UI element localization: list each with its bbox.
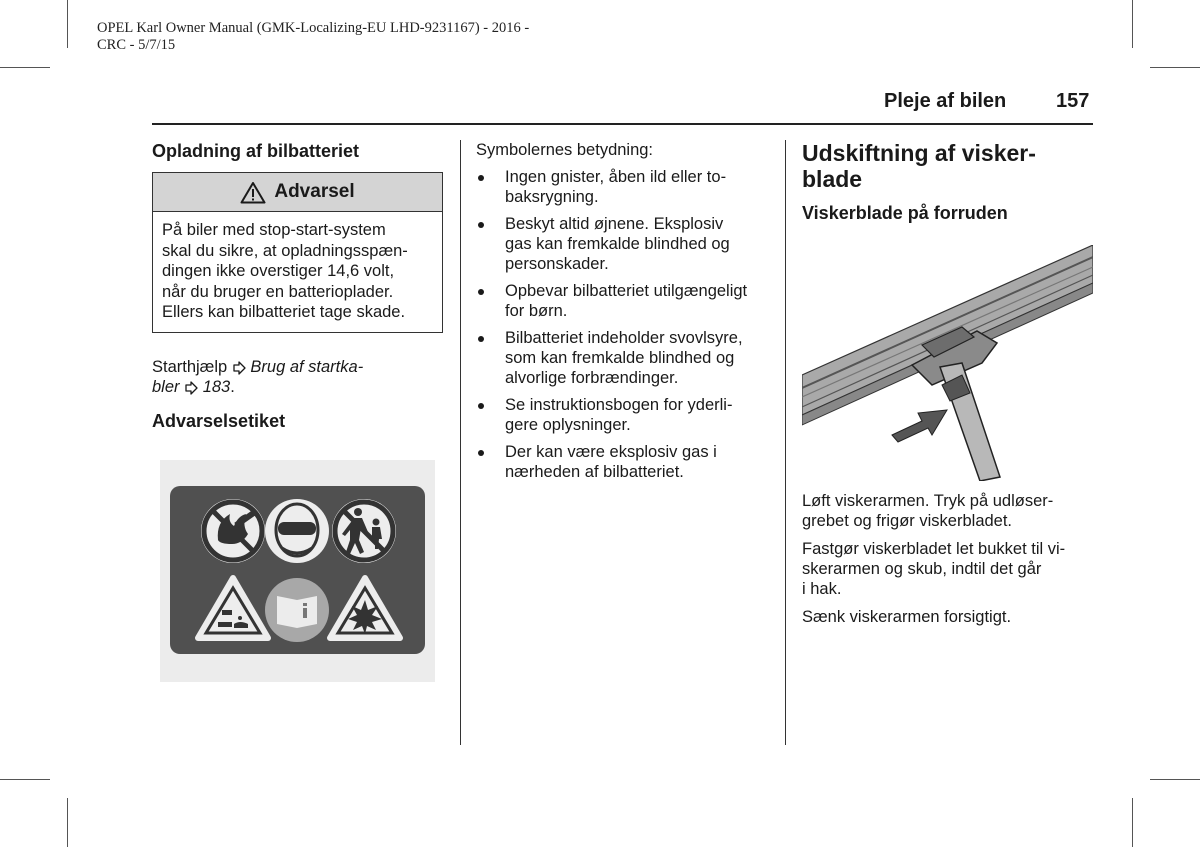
list-line: Der kan være eksplosiv gas i <box>505 443 717 461</box>
starthelp-reference <box>152 357 444 397</box>
keep-away-children-icon <box>332 499 396 563</box>
list-line: for børn. <box>505 302 568 320</box>
title-line: blade <box>802 166 863 192</box>
starthelp-line <box>152 357 444 377</box>
warning-line: På biler med stop-start-system <box>162 221 386 239</box>
bullet <box>478 403 484 409</box>
warning-box <box>152 172 443 333</box>
starthelp-label: Starthjælp <box>152 358 228 376</box>
no-flame-icon <box>201 499 265 563</box>
list-item <box>476 328 772 388</box>
list-item <box>476 442 772 482</box>
column-divider <box>785 140 786 745</box>
period: . <box>230 378 235 396</box>
instruction-paragraph: Sænk viskerarmen forsigtigt. <box>802 608 1012 626</box>
crop-mark <box>0 67 50 68</box>
warning-header <box>153 173 442 212</box>
instruction-paragraph <box>802 539 1094 599</box>
battery-warning-label-graphic <box>160 460 435 682</box>
metadata-line: CRC - 5/7/15 <box>97 37 176 53</box>
starthelp-line <box>152 377 444 397</box>
wiper-instructions <box>802 491 1094 627</box>
battery-charging-heading: Opladning af bilbatteriet <box>152 141 360 161</box>
crop-mark <box>1150 67 1200 68</box>
crop-mark <box>67 0 68 48</box>
list-line: Se instruktionsbogen for yderli- <box>505 396 733 414</box>
header-rule <box>152 123 1093 125</box>
read-manual-icon <box>265 578 329 642</box>
column-left <box>152 140 444 162</box>
reference-arrow-icon <box>184 381 198 395</box>
list-line: alvorlige forbrændinger. <box>505 369 679 387</box>
metadata-line: OPEL Karl Owner Manual (GMK-Localizing-EU LHD-9231167) - 2016 - <box>97 20 530 36</box>
title-line: Udskiftning af visker- <box>802 140 1036 166</box>
starthelp-link-text[interactable]: bler <box>152 378 180 396</box>
column-right <box>802 140 1094 224</box>
list-line: nærheden af bilbatteriet. <box>505 463 684 481</box>
text-line: Fastgør viskerbladet let bukket til vi- <box>802 540 1066 558</box>
warning-line: Ellers kan bilbatteriet tage skade. <box>162 303 406 321</box>
symbol-list <box>476 167 772 482</box>
crop-mark <box>1132 0 1133 48</box>
warning-triangle-icon <box>240 181 266 204</box>
wiper-blade-image <box>802 245 1093 481</box>
warning-line: dingen ikke overstiger 14,6 volt, <box>162 262 395 280</box>
warning-text <box>153 212 442 332</box>
warning-title: Advarsel <box>274 181 355 202</box>
crop-mark <box>1150 779 1200 780</box>
list-line: gere oplysninger. <box>505 416 631 434</box>
text-line: skerarmen og skub, indtil det går <box>802 560 1042 578</box>
list-item <box>476 395 772 435</box>
bullet <box>478 222 484 228</box>
list-line: Beskyt altid øjnene. Eksplosiv <box>505 215 724 233</box>
column-divider <box>460 140 461 745</box>
wiper-blade-illustration <box>802 245 1093 481</box>
list-line: gas kan fremkalde blindhed og <box>505 235 730 253</box>
list-line: Bilbatteriet indeholder svovlsyre, <box>505 329 743 347</box>
list-line: Opbevar bilbatteriet utilgængeligt <box>505 282 748 300</box>
section-title: Pleje af bilen <box>884 90 1007 112</box>
text-line: Løft viskerarmen. Tryk på udløser- <box>802 492 1054 510</box>
crop-mark <box>1132 798 1133 847</box>
instruction-paragraph <box>802 491 1094 531</box>
crop-mark <box>67 798 68 847</box>
column-middle <box>476 140 772 489</box>
warning-line: når du bruger en batterioplader. <box>162 282 394 301</box>
text-line: i hak. <box>802 580 842 598</box>
print-metadata <box>97 20 529 54</box>
bullet <box>478 175 484 181</box>
warning-line: skal du sikre, at opladningsspæn- <box>162 241 408 260</box>
wiper-section-title <box>802 140 1094 192</box>
bullet <box>478 450 484 456</box>
reference-arrow-icon <box>232 361 246 375</box>
warning-label-image <box>160 460 435 682</box>
starthelp-page-ref[interactable]: 183 <box>202 378 231 396</box>
bullet <box>478 289 484 295</box>
list-line: baksrygning. <box>505 188 599 206</box>
symbols-intro: Symbolernes betydning: <box>476 141 654 159</box>
warning-label-heading: Advarselsetiket <box>152 411 286 431</box>
list-item <box>476 281 772 321</box>
page-number: 157 <box>1056 90 1090 112</box>
list-line: Ingen gnister, åben ild eller to- <box>505 168 727 186</box>
list-item <box>476 167 772 207</box>
eye-protection-icon <box>265 499 329 563</box>
text-line: grebet og frigør viskerbladet. <box>802 512 1013 530</box>
bullet <box>478 336 484 342</box>
starthelp-link-text[interactable]: Brug af startka- <box>250 358 364 376</box>
list-line: som kan fremkalde blindhed og <box>505 349 735 367</box>
windscreen-wiper-heading: Viskerblade på forruden <box>802 203 1008 223</box>
crop-mark <box>0 779 50 780</box>
list-line: personskader. <box>505 255 609 273</box>
list-item <box>476 214 772 274</box>
